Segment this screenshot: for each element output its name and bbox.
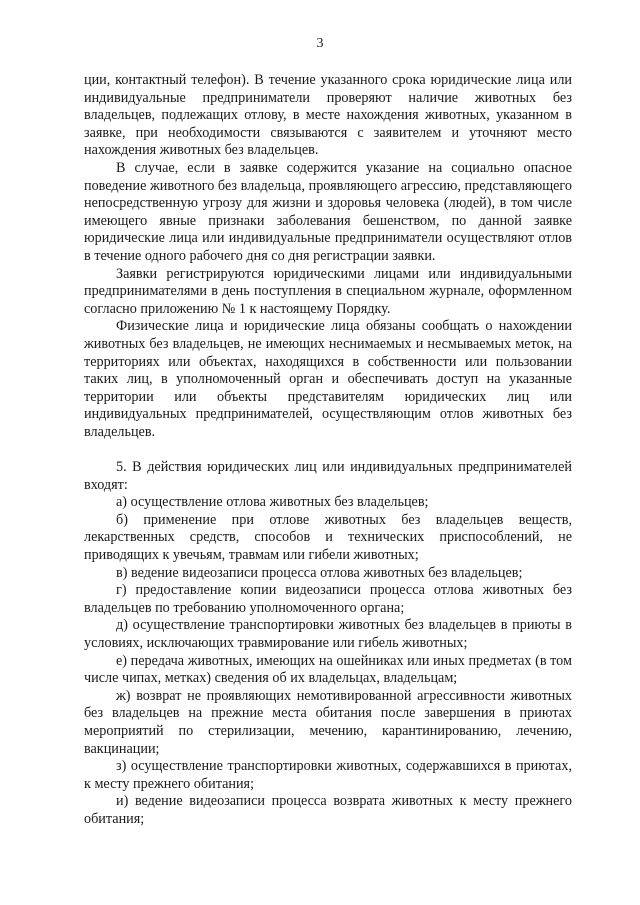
- document-body: [84, 72, 572, 829]
- paragraph-continuation: ции, контактный телефон). В течение указанного срока юридические лица или индивидуальные предприниматели проверяют наличие животных без владельцев, подлежащих отлову, в месте нахождения животных, указанном в заявке, при необходимости связываются с заявителем и уточняют место нахождения животных без владельцев.: [84, 72, 572, 159]
- paragraph-registration: Заявки регистрируются юридическими лицами или индивидуальными предпринимателями в день поступления в специальном журнале, оформленном согласно приложению № 1 к настоящему Порядку.: [84, 265, 572, 317]
- section-spacer: [84, 441, 572, 459]
- list-item-i: и) ведение видеозаписи процесса возврата животных к месту прежнего обитания;: [84, 793, 572, 827]
- list-item-g: г) предоставление копии видеозаписи процесса отлова животных без владельцев по требованию уполномоченного органа;: [84, 582, 572, 616]
- list-item-d: д) осуществление транспортировки животных без владельцев в приюты в условиях, исключающих травмирование или гибель животных;: [84, 617, 572, 651]
- list-item-v: в) ведение видеозаписи процесса отлова животных без владельцев;: [116, 564, 523, 581]
- clause-5-heading: 5. В действия юридических лиц или индивидуальных предпринимателей входят:: [84, 459, 572, 493]
- list-item-a: а) осуществление отлова животных без владельцев;: [116, 494, 429, 511]
- paragraph-reporting-duty: Физические лица и юридические лица обязаны сообщать о нахождении животных без владельцев, не имеющих неснимаемых и несмываемых меток, на территориях или объектах, находящихся в собственности или пользовании таких лиц, в уполномоченный орган и обеспечивать доступ на указанные территории или объекты представителям юридических лиц или индивидуальных предпринимателей, осуществляющим отлов животных без владельцев.: [84, 318, 572, 440]
- list-item-zh: ж) возврат не проявляющих немотивированной агрессивности животных без владельцев на прежние места обитания после завершения в приютах мероприятий по стерилизации, мечению, карантинированию, лечению, вакцинации;: [84, 687, 572, 757]
- paragraph-aggressive-animal: В случае, если в заявке содержится указание на социально опасное поведение животного без владельца, проявляющего агрессию, представляющего непосредственную угрозу для жизни и здоровья человека (людей), в том числе имеющего явные признаки заболевания бешенством, по данной заявке юридические лица или индивидуальные предприниматели осуществляют отлов в течение одного рабочего дня со дня регистрации заявки.: [84, 159, 572, 264]
- page-number: 3: [316, 36, 324, 51]
- list-item-z: з) осуществление транспортировки животных, содержавшихся в приютах, к месту прежнего обитания;: [84, 758, 572, 792]
- list-item-e: е) передача животных, имеющих на ошейниках или иных предметах (в том числе чипах, метках) сведения об их владельцах, владельцам;: [84, 652, 572, 687]
- list-item-b: б) применение при отлове животных без владельцев веществ, лекарственных средств, способов и технических приспособлений, не приводящих к увечьям, травмам или гибели животных;: [84, 511, 572, 564]
